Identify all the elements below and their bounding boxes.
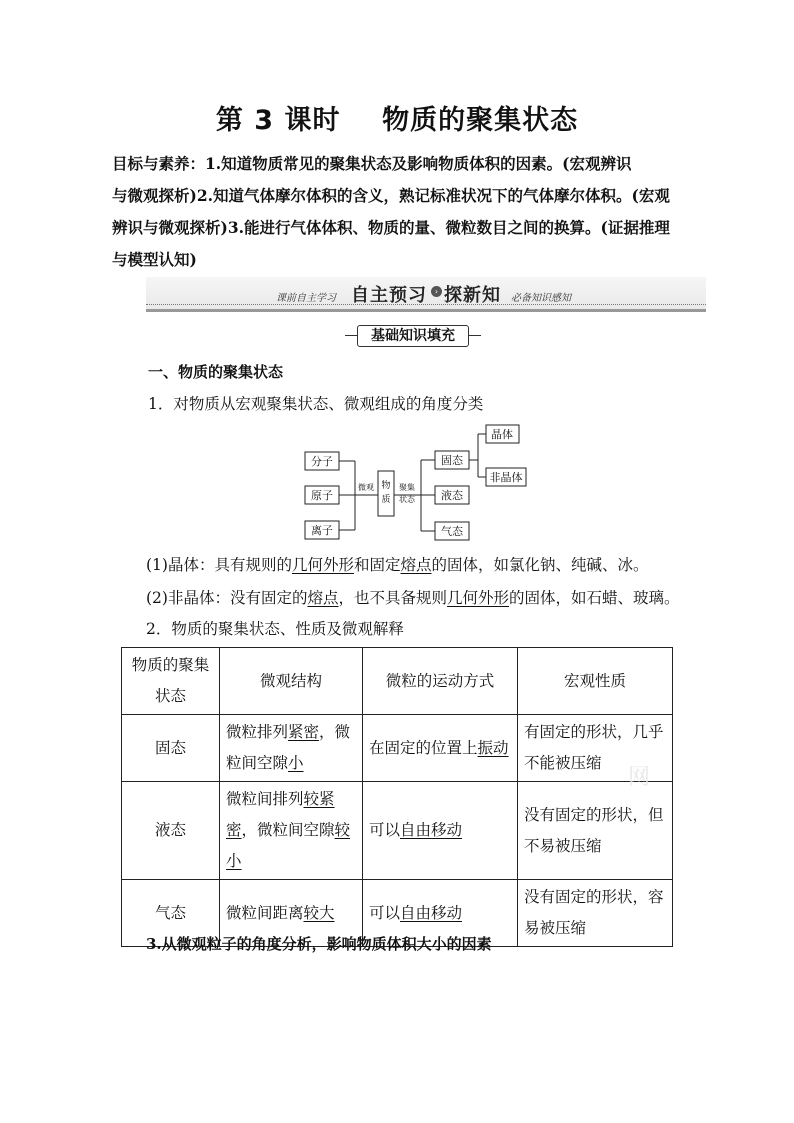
section-pill-label: 基础知识填充 xyxy=(357,325,469,347)
page-title: 第 3 课时 物质的聚集状态 xyxy=(215,105,579,136)
classification-diagram xyxy=(300,420,530,545)
goals-line-3: 辨识与微观探析)3.能进行气体体积、物质的量、微粒数目之间的换算。(证据推理 xyxy=(112,218,670,237)
p1-underline-1: 几何外形 xyxy=(291,556,354,574)
paragraph-amorphous xyxy=(146,586,680,608)
label-liquid: 液态 xyxy=(441,489,463,502)
row-solid-property: 有固定的形状，几乎不能被压缩 xyxy=(518,715,673,782)
row-gas-state: 气态 xyxy=(122,880,220,947)
banner-arrow-icon: › xyxy=(431,286,442,297)
row-solid-structure: 微粒排列紧密，微粒间空隙小 xyxy=(220,715,363,782)
row-liquid-state: 液态 xyxy=(122,782,220,880)
label-crystal: 晶体 xyxy=(491,428,513,441)
banner-title-right: 探新知 xyxy=(444,285,501,306)
label-ion: 离子 xyxy=(311,524,333,537)
p1-text-c: 的固体，如氯化钠、纯碱、冰。 xyxy=(431,556,649,574)
label-atom: 原子 xyxy=(311,489,333,502)
p2-underline-2: 几何外形 xyxy=(447,589,510,607)
label-agg-1: 聚集 xyxy=(399,483,415,492)
goals-line-1: 目标与素养：1.知道物质常见的聚集状态及影响物质体积的因素。(宏观辨识 xyxy=(112,154,632,173)
row-gas-structure: 微粒间距离较大 xyxy=(220,880,363,947)
p2-underline-1: 熔点 xyxy=(307,589,339,607)
p1-text-b: 和固定 xyxy=(353,556,401,574)
banner-left-text: 课前自主学习 xyxy=(276,293,336,304)
watermark: 网 xyxy=(628,765,651,790)
table-row xyxy=(122,715,673,782)
p2-text-a: (2)非晶体：没有固定的 xyxy=(146,589,308,607)
row-gas-motion: 可以自由移动 xyxy=(363,880,518,947)
section-pill xyxy=(345,325,481,347)
label-micro: 微观 xyxy=(358,483,374,492)
p2-text-c: 的固体，如石蜡、玻璃。 xyxy=(509,589,680,607)
heading-aggregation-states: 一、物质的聚集状态 xyxy=(148,363,284,381)
label-amorphous: 非晶体 xyxy=(489,471,523,484)
label-center-1: 物 xyxy=(381,481,391,491)
row-liquid-motion: 可以自由移动 xyxy=(363,782,518,880)
header-state: 物质的聚集状态 xyxy=(122,648,220,715)
row-gas-property: 没有固定的形状，容易被压缩 xyxy=(518,880,673,947)
p1-underline-2: 熔点 xyxy=(400,556,432,574)
header-structure: 微观结构 xyxy=(220,648,363,715)
goals-line-2: 与微观探析)2.知道气体摩尔体积的含义，熟记标准状况下的气体摩尔体积。(宏观 xyxy=(112,186,670,205)
row-liquid-property: 没有固定的形状，但不易被压缩 xyxy=(518,782,673,880)
goals-line-4: 与模型认知) xyxy=(112,250,197,269)
p2-text-b: ，也不具备规则 xyxy=(338,589,447,607)
item-1: 1．对物质从宏观聚集状态、微观组成的角度分类 xyxy=(148,395,484,413)
header-motion: 微粒的运动方式 xyxy=(363,648,518,715)
table-header-row xyxy=(122,648,673,715)
label-solid: 固态 xyxy=(441,454,463,467)
banner-title-left: 自主预习 xyxy=(351,285,427,306)
banner-right-text: 必备知识感知 xyxy=(511,293,571,304)
header-property: 宏观性质 xyxy=(518,648,673,715)
label-agg-2: 状态 xyxy=(399,495,415,504)
p1-text-a: (1)晶体：具有规则的 xyxy=(146,556,292,574)
row-liquid-structure: 微粒间排列较紧密，微粒间空隙较小 xyxy=(220,782,363,880)
item-2: 2．物质的聚集状态、性质及微观解释 xyxy=(146,620,404,638)
label-gas: 气态 xyxy=(441,525,463,538)
section-banner xyxy=(146,277,706,312)
paragraph-crystal xyxy=(146,553,649,575)
label-molecule: 分子 xyxy=(311,455,333,468)
label-center-2: 质 xyxy=(381,495,391,505)
states-table xyxy=(121,647,673,947)
row-solid-motion: 在固定的位置上振动 xyxy=(363,715,518,782)
item-3: 3.从微观粒子的角度分析，影响物质体积大小的因素 xyxy=(146,935,492,953)
box-substance xyxy=(378,471,394,516)
table-row xyxy=(122,782,673,880)
row-solid-state: 固态 xyxy=(122,715,220,782)
